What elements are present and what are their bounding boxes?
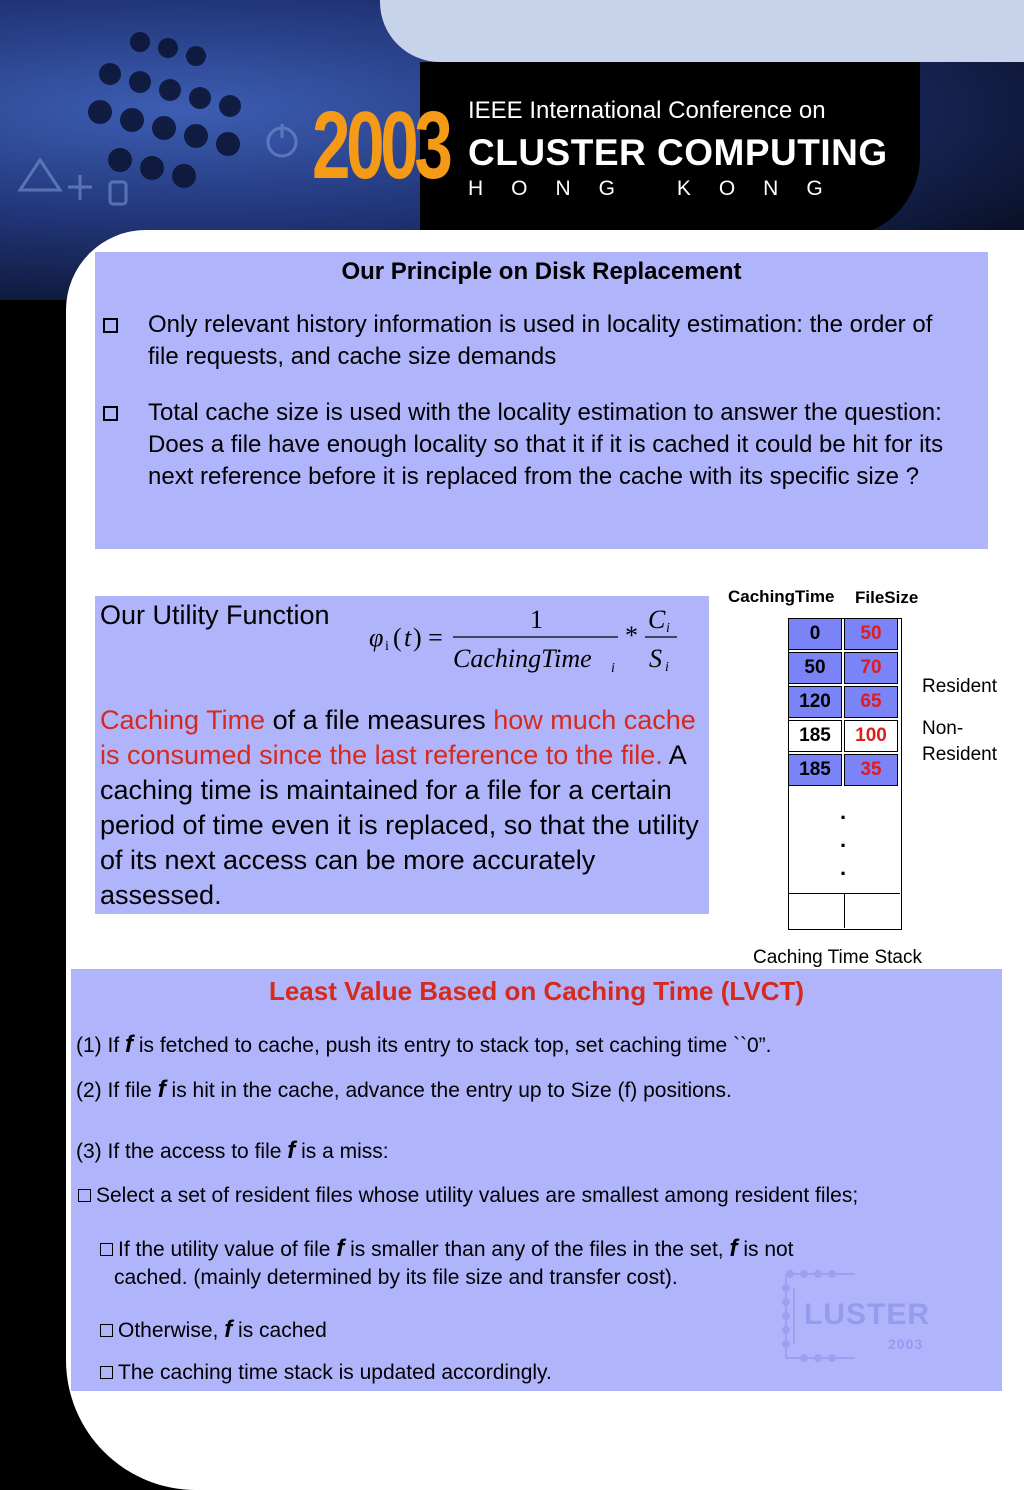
stack-rows xyxy=(788,618,898,786)
stack-cell-time: 185 xyxy=(788,754,842,786)
checkbox-bullet-icon xyxy=(103,318,118,338)
svg-text:φ: φ xyxy=(369,623,384,652)
lvct-step-2: (2) If file f is hit in the cache, advance the entry up to Size (f) positions. xyxy=(76,1076,732,1103)
svg-text:i: i xyxy=(611,661,615,676)
header-top-bar xyxy=(380,0,1024,62)
stack-cell-time: 185 xyxy=(788,720,842,752)
stack-cell-size: 50 xyxy=(844,618,898,650)
svg-text:) =: ) = xyxy=(413,623,443,652)
lvct-substep-update: The caching time stack is updated accordingly. xyxy=(100,1361,552,1385)
svg-text:(: ( xyxy=(393,623,402,652)
cluster-logo-year: 2003 xyxy=(888,1336,924,1352)
stack-ellipsis: . . . xyxy=(840,799,847,880)
formula-denominator: CachingTime xyxy=(453,644,592,673)
conference-location: HONG KONG xyxy=(468,177,851,200)
label-nonresident-1: Non- xyxy=(922,718,964,739)
svg-text:*: * xyxy=(625,621,638,650)
stack-header-file-size: FileSize xyxy=(855,588,919,607)
stack-divider xyxy=(844,893,845,928)
stack-cell-time: 120 xyxy=(788,686,842,718)
lvct-substep-select: Select a set of resident files whose utility values are smallest among resident files; xyxy=(78,1184,858,1208)
lvct-substep-otherwise: Otherwise, f is cached xyxy=(100,1316,327,1344)
conference-line-2: CLUSTER COMPUTING xyxy=(468,132,888,173)
stack-cell-size: 70 xyxy=(844,652,898,684)
cluster-logo-text: LUSTER xyxy=(804,1298,930,1331)
checkbox-bullet-icon xyxy=(103,406,118,426)
checkbox-bullet-icon xyxy=(78,1189,91,1202)
formula-numerator: 1 xyxy=(530,605,543,634)
stack-cell-size: 65 xyxy=(844,686,898,718)
svg-text:i: i xyxy=(665,660,669,675)
utility-title: Our Utility Function xyxy=(100,600,330,630)
lvct-step-1: (1) If f is fetched to cache, push its entry to stack top, set caching time ``0”. xyxy=(76,1031,772,1058)
conference-line-1: IEEE International Conference on xyxy=(468,97,826,124)
principle-bullet-1: Only relevant history information is used in locality estimation: the order of file requests, and cache size demands xyxy=(148,311,933,370)
svg-text:S: S xyxy=(649,644,662,673)
principle-bullet-2: Total cache size is used with the locality estimation to answer the question: Does a file have enough locality so that it if it is cached it could be hit for its next reference before it is replaced from the cache with its specific size ? xyxy=(148,399,944,490)
stack-header-caching-time: CachingTime xyxy=(728,587,835,606)
checkbox-bullet-icon xyxy=(100,1243,113,1256)
stack-cell-size: 35 xyxy=(844,754,898,786)
svg-text:C: C xyxy=(648,605,666,634)
stack-cell-time: 0 xyxy=(788,618,842,650)
principle-title: Our Principle on Disk Replacement xyxy=(341,258,742,285)
utility-formula xyxy=(365,600,685,680)
stack-cell-time: 50 xyxy=(788,652,842,684)
label-nonresident-2: Resident xyxy=(922,744,997,765)
lvct-title: Least Value Based on Caching Time (LVCT) xyxy=(268,976,805,1006)
checkbox-bullet-icon xyxy=(100,1324,113,1337)
lvct-substep-compare-cont: cached. (mainly determined by its file size and transfer cost). xyxy=(114,1266,678,1289)
lvct-step-3: (3) If the access to file f is a miss: xyxy=(76,1137,389,1164)
stack-caption: Caching Time Stack xyxy=(753,947,922,968)
label-resident: Resident xyxy=(922,676,997,697)
conference-year: 2003 xyxy=(312,92,449,199)
svg-text:i: i xyxy=(666,621,670,636)
stack-cell-size: 100 xyxy=(844,720,898,752)
checkbox-bullet-icon xyxy=(100,1366,113,1379)
utility-description: Caching Time of a file measures how much cache is consumed since the last reference to the file. A caching time is maintained for a file for a certain period of time even it is replaced, so that the utility of its next access can be more accurately assessed. xyxy=(100,705,699,910)
svg-text:i: i xyxy=(385,639,389,654)
svg-text:t: t xyxy=(404,623,412,652)
lvct-substep-compare: If the utility value of file f is smaller than any of the files in the set, f is not xyxy=(100,1235,794,1263)
